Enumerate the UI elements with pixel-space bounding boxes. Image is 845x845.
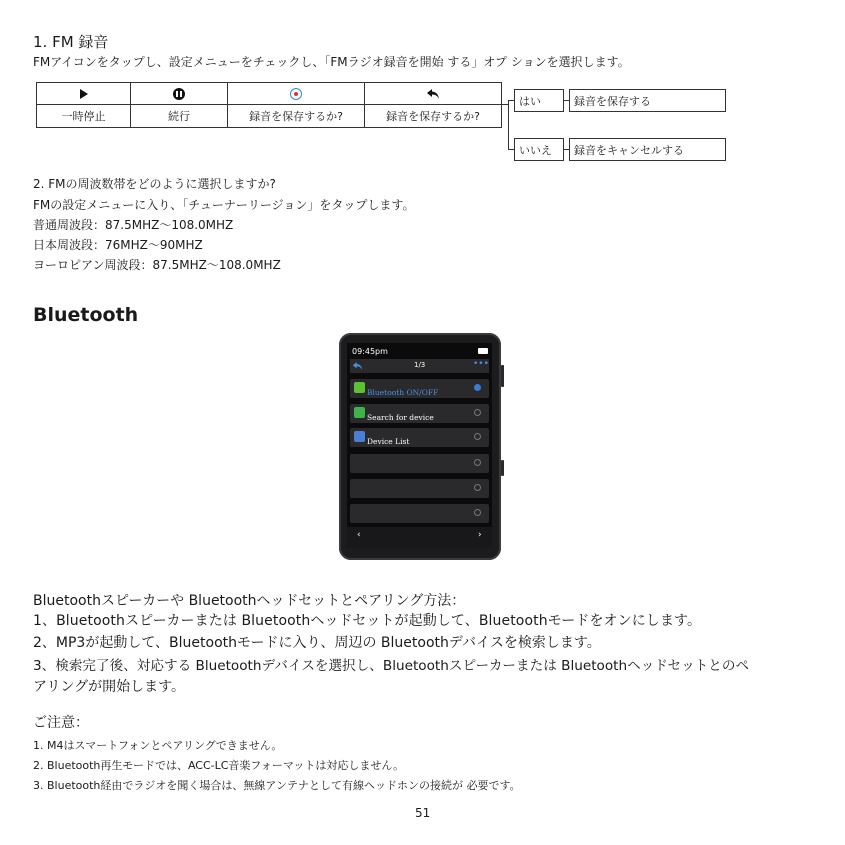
cancel-record-label: 録音をキャンセルする (574, 143, 684, 157)
table-label: 録音を保存するか? (228, 105, 365, 127)
record-cell (228, 83, 365, 105)
device-menu-item-search (350, 404, 489, 423)
device-menu-item-bluetooth (350, 379, 489, 398)
device-menu-label: Search for device (367, 413, 434, 422)
yes-box (514, 89, 564, 112)
pause-cell (131, 83, 228, 105)
bluetooth-step: 2、MP3が起動して、Bluetoothモードに入り、周辺の Bluetoothデバイスを検索します。 (33, 635, 601, 651)
device-menu-empty-row (350, 504, 489, 523)
yes-label: はい (519, 94, 541, 108)
fm-record-intro: FMアイコンをタップし、設定メニューをチェックし、「FMラジオ録音を開始 する」オプ ションを選択します。 (33, 55, 630, 69)
fm-record-heading: 1. FM 録音 (33, 33, 109, 51)
pause-icon (173, 88, 185, 100)
device-menu-empty-row (350, 479, 489, 498)
page-number: 51 (415, 806, 431, 820)
radio-icon (474, 509, 481, 516)
no-box (514, 138, 564, 161)
fm-band-line: 普通周波段：87.5MHZ～108.0MHZ (33, 218, 234, 232)
bluetooth-title: Bluetooth (33, 304, 139, 326)
radio-icon (474, 409, 481, 416)
bluetooth-steps-title: Bluetoothスピーカーや Bluetoothヘッドセットとペアリング方法： (33, 593, 466, 609)
side-button (501, 365, 504, 387)
table-label: 続行 (131, 105, 228, 127)
search-app-icon (354, 407, 365, 418)
back-icon (426, 88, 440, 100)
radio-selected-icon (474, 384, 481, 391)
device-screen (347, 343, 492, 548)
device-bottom-bar (347, 527, 492, 548)
play-cell (37, 83, 131, 105)
record-control-table (36, 82, 502, 128)
list-app-icon (354, 431, 365, 442)
device-clock: 09:45pm (352, 347, 388, 356)
note-item: 2. Bluetooth再生モードでは、ACC-LC音楽フォーマットは対応しません。 (33, 759, 405, 772)
bluetooth-step: アリングが開始します。 (33, 679, 186, 695)
radio-icon (474, 433, 481, 440)
bluetooth-app-icon (354, 382, 365, 393)
bluetooth-step: 3、検索完了後、対応する Bluetoothデバイスを選択し、Bluetoothスピーカーまたは Bluetoothヘッドセットとのペ (33, 658, 750, 674)
bluetooth-step: 1、Bluetoothスピーカーまたは Bluetoothヘッドセットが起動して、Bluetoothモードをオンにします。 (33, 613, 702, 629)
table-label: 録音を保存するか? (386, 110, 480, 123)
device-page-indicator: 1/3 (414, 361, 426, 369)
no-label: いいえ (519, 143, 552, 157)
radio-icon (474, 484, 481, 491)
back-cell (365, 83, 501, 105)
note-item: 3. Bluetooth経由でラジオを聞く場合は、無線アンテナとして有線ヘッドホンの接続が 必要です。 (33, 779, 521, 792)
device-menu-label: Bluetooth ON/OFF (367, 388, 439, 397)
device-header-bar (350, 359, 489, 373)
play-icon (80, 89, 88, 99)
chevron-right-icon: › (478, 530, 482, 540)
mp3-player-device (339, 333, 501, 560)
record-icon (290, 88, 302, 100)
device-menu-label: Device List (367, 437, 410, 446)
fm-band-heading: 2. FMの周波数帯をどのように選択しますか? (33, 177, 276, 191)
save-record-label: 録音を保存する (574, 94, 651, 108)
cancel-record-box (569, 138, 726, 161)
table-label: 一時停止 (37, 105, 131, 127)
chevron-left-icon: ‹ (357, 530, 361, 540)
device-menu-item-list (350, 428, 489, 447)
fm-band-line: ヨーロピアン周波段：87.5MHZ～108.0MHZ (33, 258, 281, 272)
device-menu-empty-row (350, 454, 489, 473)
connector (508, 100, 509, 150)
side-button (501, 460, 504, 476)
more-icon: ••• (473, 359, 489, 369)
notes-title: ご注意： (33, 715, 89, 731)
fm-band-line: 日本周波段：76MHZ～90MHZ (33, 238, 203, 252)
save-record-box (569, 89, 726, 112)
note-item: 1. M4はスマートフォンとペアリングできません。 (33, 739, 283, 752)
battery-icon (478, 348, 488, 354)
radio-icon (474, 459, 481, 466)
back-icon (352, 361, 363, 371)
fm-band-line: FMの設定メニューに入り、「チューナーリージョン」をタップします。 (33, 198, 415, 212)
